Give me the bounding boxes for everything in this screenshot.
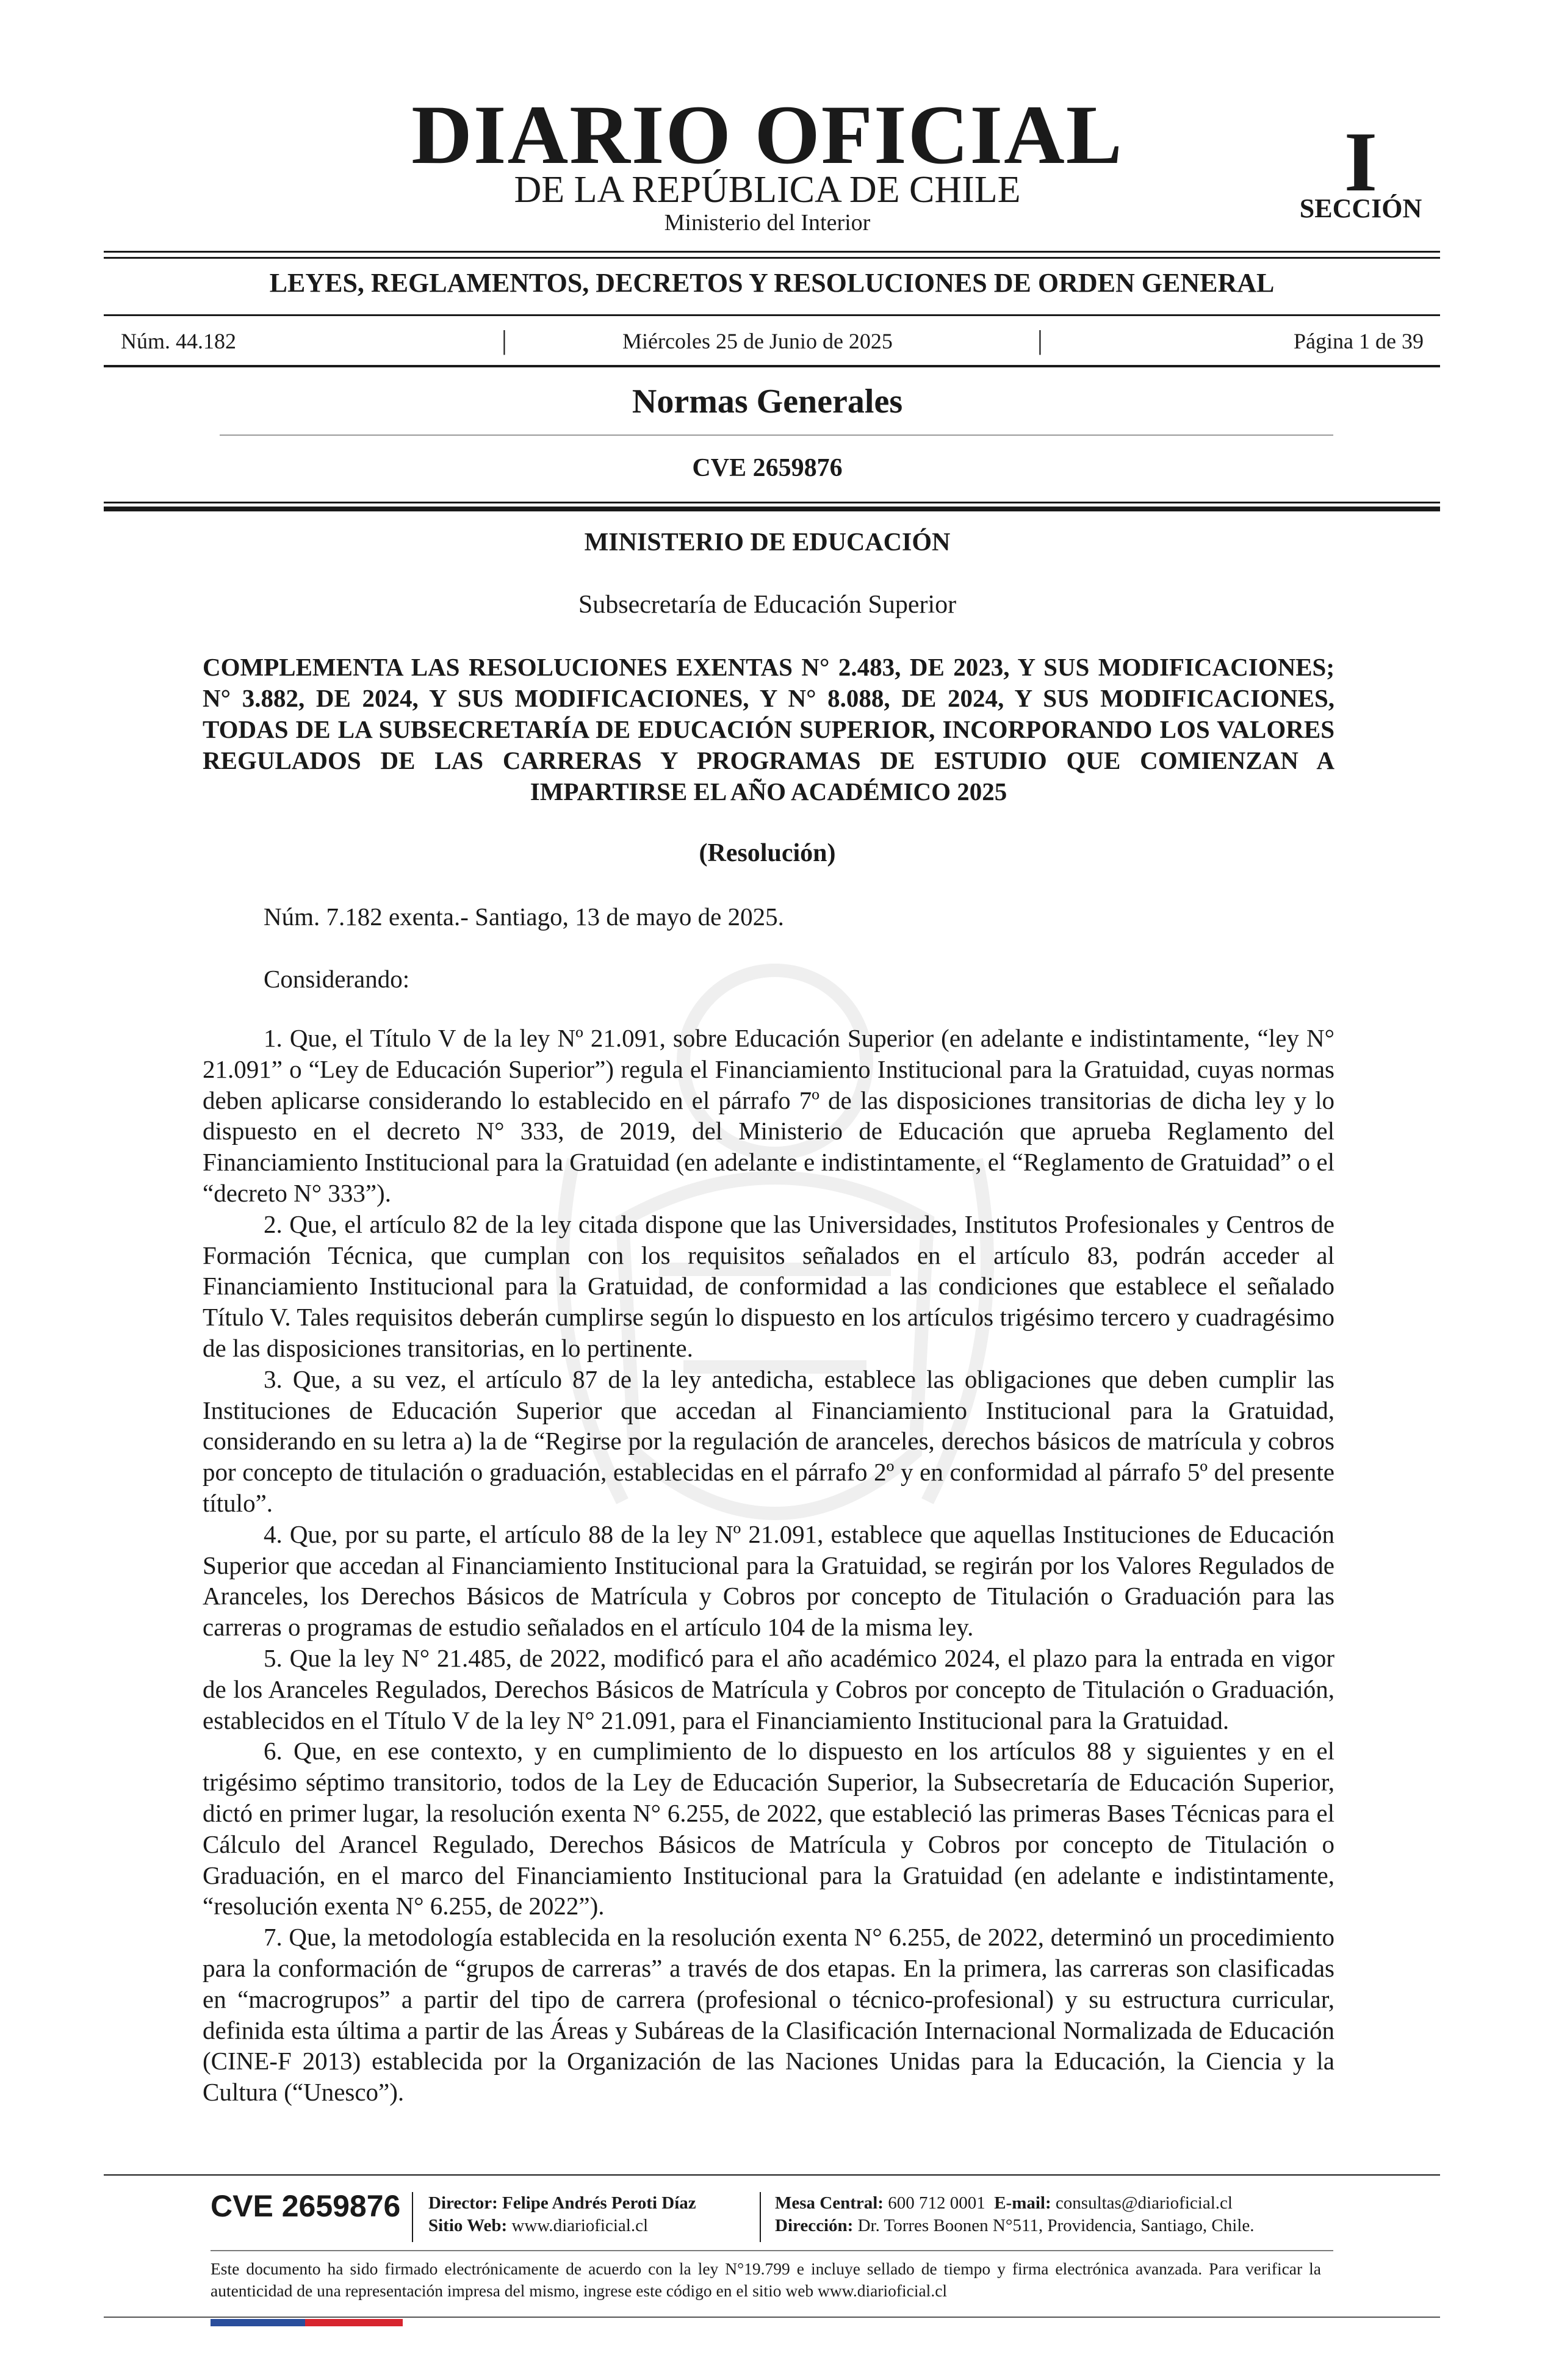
masthead-ministry: Ministerio del Interior (664, 210, 871, 236)
paragraph: 7. Que, la metodología establecida en la resolución exenta N° 6.255, de 2022, determinó un procedimiento para la conformación de “grupos de carreras” a través de dos etapas. En la primera, las carreras son clasificadas en “macrogrupos” a partir del tipo de carrera (profesional o técnico-profesional) y su estructura curricular, definida esta última a partir de las Áreas y Subáreas de la Clasificación Internacional Normalizada de Educación (CINE-F 2013) establecida por la Organización de las Naciones Unidas para la Educación, la Ciencia y la Cultura (“Unesco”). (203, 1923, 1334, 2107)
considering-label: Considerando: (264, 965, 410, 993)
footer-divider (104, 2174, 1440, 2176)
divider (104, 257, 1440, 259)
issue-date: Miércoles 25 de Junio de 2025 (622, 329, 893, 353)
divider (104, 502, 1440, 503)
section-label: SECCIÓN (1299, 193, 1422, 223)
email-link[interactable]: consultas@diarioficial.cl (1055, 2193, 1233, 2213)
email-label: E-mail: (994, 2193, 1051, 2213)
divider (104, 251, 1440, 253)
footer-divider (211, 2250, 1333, 2251)
masthead-subtitle: DE LA REPÚBLICA DE CHILE (514, 169, 1021, 211)
category-bar: LEYES, REGLAMENTOS, DECRETOS Y RESOLUCIONES DE ORDEN GENERAL (269, 268, 1275, 298)
phone-number: 600 712 0001 (888, 2193, 985, 2213)
paragraph: 6. Que, en ese contexto, y en cumplimiento de lo dispuesto en los artículos 88 y siguientes y en el trigésimo séptimo transitorio, todos de la Ley de Educación Superior, la Subsecretaría de Educación Superior, dictó en primer lugar, la resolución exenta N° 6.255, de 2022, que estableció las primeras Bases Técnicas para el Cálculo del Arancel Regulado, Derechos Básicos de Matrícula y Cobros por concepto de Titulación o Graduación, en el marco del Financiamiento Institucional para la Gratuidad (en adelante e indistintamente, “resolución exenta N° 6.255, de 2022”). (203, 1737, 1334, 1920)
section-number: I (1344, 115, 1378, 209)
page-count: Página 1 de 39 (1294, 329, 1424, 353)
divider (104, 507, 1440, 511)
divider (220, 435, 1333, 436)
website-label: Sitio Web: (428, 2216, 508, 2235)
body-text (203, 1023, 1334, 2108)
address: Dr. Torres Boonen N°511, Providencia, Santiago, Chile. (857, 2216, 1255, 2235)
flag-stripe-blue (211, 2319, 305, 2326)
paragraph: 3. Que, a su vez, el artículo 87 de la ley antedicha, establece las obligaciones que deben cumplir las Instituciones de Educación Superior que accedan al Financiamiento Institucional para la Gratuidad, considerando en su letra a) la de “Regirse por la regulación de aranceles, derechos básicos de matrícula y cobros por concepto de titulación o graduación, establecidas en el párrafo 2º y en conformidad al párrafo 5º del presente título”. (203, 1365, 1334, 1517)
phone-label: Mesa Central: (775, 2193, 884, 2213)
separator (760, 2192, 761, 2242)
separator (412, 2192, 413, 2242)
footer-director-block (428, 2192, 696, 2237)
resolution-number: Núm. 7.182 exenta.- Santiago, 13 de mayo de 2025. (264, 903, 784, 931)
paragraph: 2. Que, el artículo 82 de la ley citada dispone que las Universidades, Institutos Profesionales y Centros de Formación Técnica, que cumplan con los requisitos señalados en el artículo 83, podrán acceder al Financiamiento Institucional para la Gratuidad, de conformidad a las condiciones que establece el señalado Título V. Tales requisitos deberán cumplirse según lo dispuesto en los artículos trigésimo tercero y cuadragésimo de las disposiciones transitorias, en lo pertinente. (203, 1210, 1334, 1362)
footer-divider (104, 2317, 1440, 2318)
director-label: Director: (428, 2193, 498, 2213)
subsecretariat: Subsecretaría de Educación Superior (578, 591, 957, 619)
flag-stripe-red (305, 2319, 403, 2326)
divider (104, 365, 1440, 367)
director-name: Felipe Andrés Peroti Díaz (502, 2193, 696, 2213)
separator: | (1037, 325, 1043, 355)
ministry-heading: MINISTERIO DE EDUCACIÓN (584, 528, 951, 557)
separator: | (502, 325, 507, 355)
divider (104, 314, 1440, 316)
footer-contact-block (775, 2192, 1254, 2237)
website-link[interactable]: www.diarioficial.cl (511, 2216, 649, 2235)
resolution-title: COMPLEMENTA LAS RESOLUCIONES EXENTAS N° 2.483, DE 2023, Y SUS MODIFICACIONES; N° 3.882, DE 2024, Y SUS MODIFICACIONES, Y N° 8.088, DE 2024, Y SUS MODIFICACIONES, TODAS DE LA SUBSECRETARÍA DE EDUCACIÓN SUPERIOR, INCORPORANDO LOS VALORES REGULADOS DE LAS CARRERAS Y PROGRAMAS DE ESTUDIO QUE COMIENZAN A IMPARTIRSE EL AÑO ACADÉMICO 2025 (203, 653, 1334, 806)
resolution-label: (Resolución) (699, 839, 836, 867)
cve-heading: CVE 2659876 (692, 454, 843, 482)
issue-number: Núm. 44.182 (121, 329, 236, 353)
footer-cve: CVE 2659876 (211, 2189, 401, 2223)
paragraph: 5. Que la ley N° 21.485, de 2022, modificó para el año académico 2024, el plazo para la entrada en vigor de los Aranceles Regulados, Derechos Básicos de Matrícula y Cobros por concepto de Titulación o Graduación, establecidos en el Título V de la ley N° 21.091, para el Financiamiento Institucional para la Gratuidad. (203, 1643, 1334, 1734)
paragraph: 1. Que, el Título V de la ley Nº 21.091, sobre Educación Superior (en adelante e indistintamente, “ley N° 21.091” o “Ley de Educación Superior”) regula el Financiamiento Institucional para la Gratuidad, cuyas normas deben aplicarse considerando lo establecido en el párrafo 7º de las disposiciones transitorias de dicha ley y lo dispuesto en el decreto N° 333, de 2019, del Ministerio de Educación que aprueba Reglamento del Financiamiento Institucional para la Gratuidad (en adelante e indistintamente, el “Reglamento de Gratuidad” o el “decreto N° 333”). (203, 1024, 1334, 1207)
section-heading: Normas Generales (632, 383, 903, 420)
signature-note: Este documento ha sido firmado electrónicamente de acuerdo con la ley N°19.799 e incluye sellado de tiempo y firma electrónica avanzada. Para verificar la autenticidad de una representación impresa del mismo, ingrese este código en el sitio web www.diarioficial.cl (211, 2259, 1321, 2300)
masthead-title: DIARIO OFICIAL (411, 88, 1123, 181)
paragraph: 4. Que, por su parte, el artículo 88 de la ley Nº 21.091, establece que aquellas Instituciones de Educación Superior que accedan al Financiamiento Institucional para la Gratuidad, se regirán por los Valores Regulados de Aranceles, los Derechos Básicos de Matrícula y Cobros por concepto de Titulación o Graduación para las carreras o programas de estudio señalados en el artículo 104 de la misma ley. (203, 1520, 1334, 1642)
address-label: Dirección: (775, 2216, 854, 2235)
